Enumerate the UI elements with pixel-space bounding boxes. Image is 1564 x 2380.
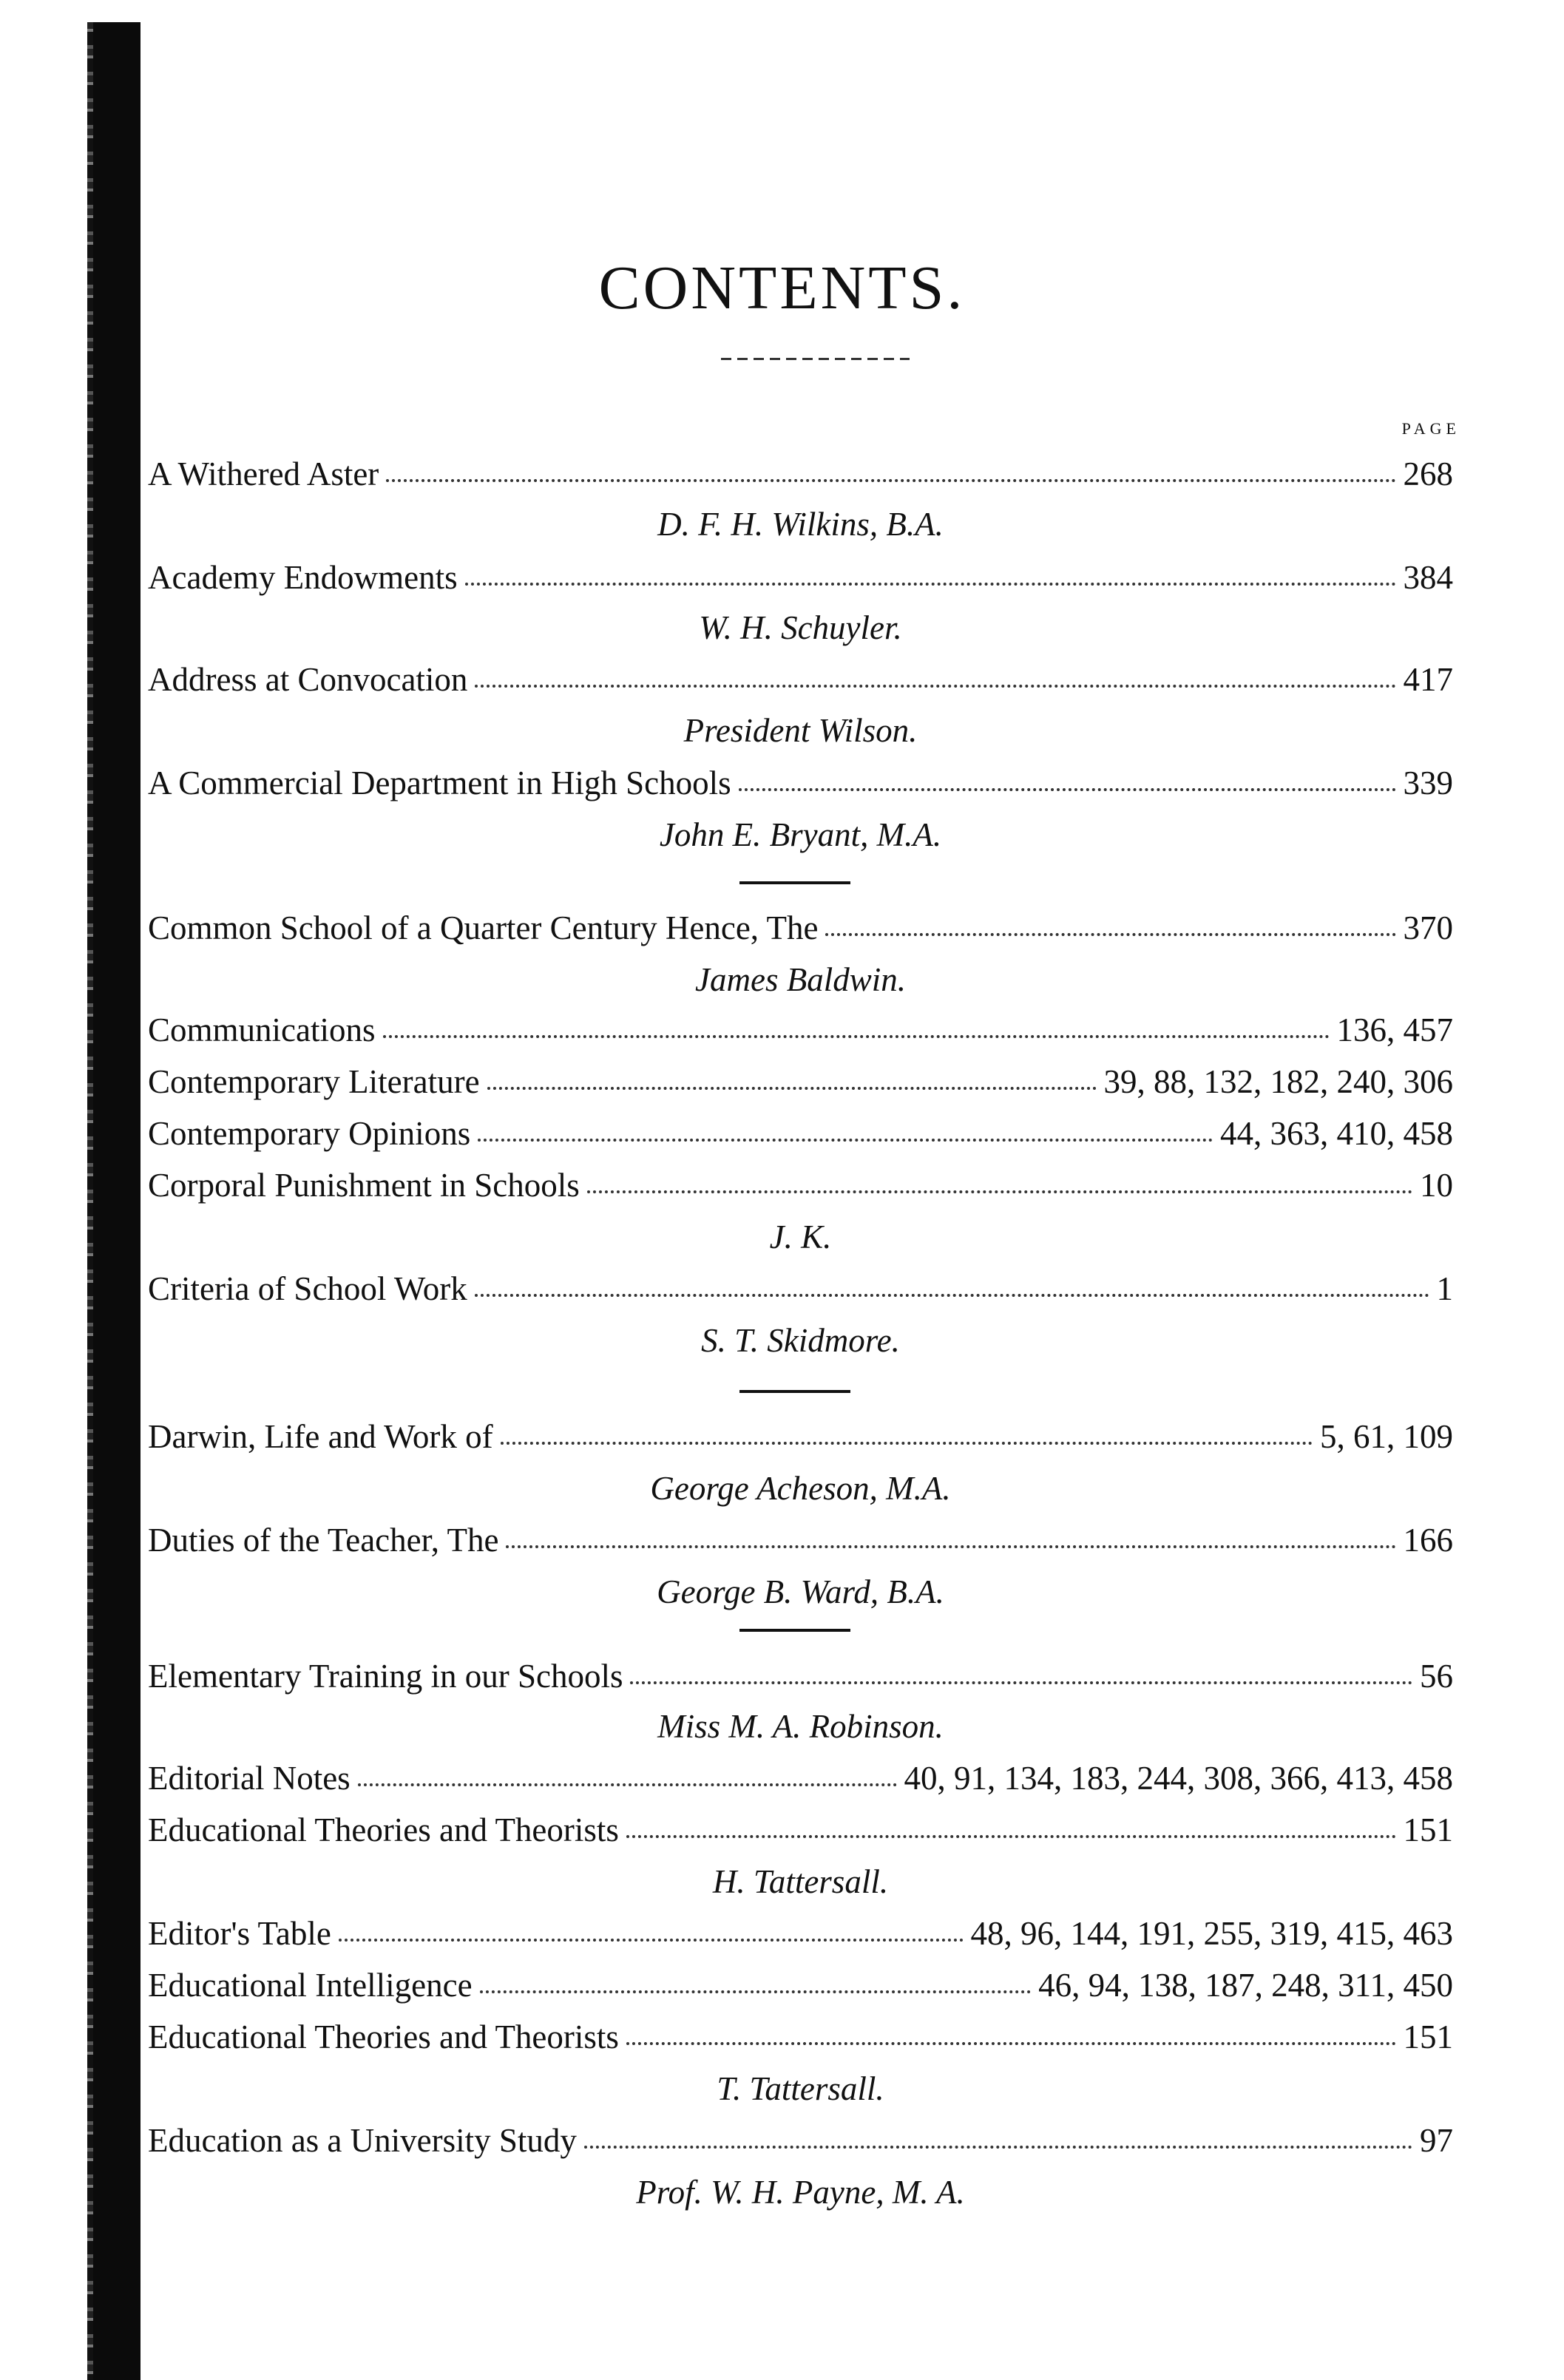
entry-author: T. Tattersall. <box>717 2070 884 2107</box>
dot-leader <box>487 1087 1097 1090</box>
entry-title: Educational Theories and Theorists <box>148 2018 619 2055</box>
contents-entry <box>148 1412 1453 1461</box>
entry-author: S. T. Skidmore. <box>701 1322 900 1359</box>
entry-author: W. H. Schuyler. <box>699 609 902 646</box>
entry-author: John E. Bryant, M.A. <box>659 816 942 853</box>
contents-entry <box>148 450 1453 498</box>
entry-title: Criteria of School Work <box>148 1270 467 1307</box>
entry-title: Corporal Punishment in Schools <box>148 1167 580 1204</box>
dot-leader <box>825 933 1395 936</box>
dot-leader <box>465 583 1396 586</box>
entry-author: D. F. H. Wilkins, B.A. <box>657 506 944 543</box>
entry-pages: 370 <box>1403 909 1453 946</box>
entry-title: Editorial Notes <box>148 1760 351 1797</box>
contents-entry <box>148 1264 1453 1313</box>
contents-entry <box>148 655 1453 704</box>
contents-entry <box>148 1109 1453 1158</box>
entry-pages: 48, 96, 144, 191, 255, 319, 415, 463 <box>970 1915 1453 1952</box>
entry-author: President Wilson. <box>683 712 918 749</box>
entry-pages: 268 <box>1403 455 1453 492</box>
entry-title: A Withered Aster <box>148 455 379 492</box>
entry-pages: 1 <box>1436 1270 1453 1307</box>
contents-entry <box>148 1909 1453 1958</box>
entry-pages: 10 <box>1420 1167 1453 1204</box>
dot-leader <box>386 479 1395 482</box>
entry-title: A Commercial Department in High Schools <box>148 764 731 801</box>
page-title: CONTENTS. <box>598 254 966 323</box>
dot-leader <box>630 1681 1412 1684</box>
contents-entry <box>148 759 1453 807</box>
entry-title: Communications <box>148 1011 376 1048</box>
dot-leader <box>506 1545 1395 1548</box>
group-separator <box>739 881 850 884</box>
entry-pages: 417 <box>1403 661 1453 698</box>
entry-pages: 44, 363, 410, 458 <box>1220 1115 1453 1152</box>
contents-entry <box>148 1057 1453 1106</box>
contents-entry <box>148 1006 1453 1054</box>
entry-author: James Baldwin. <box>695 961 906 998</box>
entry-pages: 97 <box>1420 2122 1453 2159</box>
entry-title: Contemporary Literature <box>148 1063 480 1100</box>
entry-author: J. K. <box>769 1218 832 1255</box>
dot-leader <box>475 1294 1429 1297</box>
dot-leader <box>626 2042 1396 2045</box>
contents-entry <box>148 1754 1453 1803</box>
entry-title: Duties of the Teacher, The <box>148 1522 499 1559</box>
dot-leader <box>501 1442 1313 1445</box>
contents-entry <box>148 1161 1453 1210</box>
entry-pages: 151 <box>1403 2018 1453 2055</box>
entry-pages: 40, 91, 134, 183, 244, 308, 366, 413, 458 <box>904 1760 1453 1797</box>
dot-leader <box>383 1035 1330 1038</box>
entry-title: Darwin, Life and Work of <box>148 1418 493 1455</box>
entry-title: Educational Theories and Theorists <box>148 1811 619 1848</box>
entry-title: Academy Endowments <box>148 559 458 596</box>
entry-pages: 5, 61, 109 <box>1320 1418 1453 1455</box>
contents-entry <box>148 2013 1453 2061</box>
dot-leader <box>339 1939 964 1942</box>
dot-leader <box>475 685 1395 688</box>
contents-entry <box>148 2116 1453 2165</box>
entry-title: Educational Intelligence <box>148 1967 473 2004</box>
entry-author: Prof. W. H. Payne, M. A. <box>636 2174 965 2211</box>
dot-leader <box>478 1139 1213 1142</box>
contents-entry <box>148 903 1453 952</box>
contents-entry <box>148 553 1453 602</box>
contents-entry <box>148 1961 1453 2010</box>
group-separator <box>739 1390 850 1393</box>
contents-entry <box>148 1516 1453 1564</box>
entry-title: Elementary Training in our Schools <box>148 1658 623 1695</box>
dot-leader <box>626 1835 1396 1838</box>
entry-title: Address at Convocation <box>148 661 468 698</box>
entry-pages: 39, 88, 132, 182, 240, 306 <box>1103 1063 1453 1100</box>
entry-title: Education as a University Study <box>148 2122 577 2159</box>
dot-leader <box>739 788 1396 791</box>
group-separator <box>739 1629 850 1632</box>
entry-author: H. Tattersall. <box>712 1863 889 1900</box>
entry-author: George B. Ward, B.A. <box>657 1573 944 1610</box>
entry-author: George Acheson, M.A. <box>650 1470 951 1507</box>
entry-author: Miss M. A. Robinson. <box>657 1708 944 1745</box>
contents-entry <box>148 1806 1453 1854</box>
entry-pages: 46, 94, 138, 187, 248, 311, 450 <box>1038 1967 1453 2004</box>
dot-leader <box>587 1190 1412 1193</box>
entry-pages: 56 <box>1420 1658 1453 1695</box>
entry-pages: 339 <box>1403 764 1453 801</box>
entry-pages: 166 <box>1403 1522 1453 1559</box>
contents-entry <box>148 1652 1453 1701</box>
dot-leader <box>480 1990 1032 1993</box>
page-column-label: PAGE <box>1401 419 1460 438</box>
entry-title: Common School of a Quarter Century Hence, The <box>148 909 819 946</box>
entry-title: Editor's Table <box>148 1915 331 1952</box>
entry-pages: 151 <box>1403 1811 1453 1848</box>
entry-pages: 384 <box>1403 559 1453 596</box>
dot-leader <box>584 2146 1412 2149</box>
entry-pages: 136, 457 <box>1336 1011 1453 1048</box>
dot-leader <box>358 1783 897 1786</box>
entry-title: Contemporary Opinions <box>148 1115 471 1152</box>
